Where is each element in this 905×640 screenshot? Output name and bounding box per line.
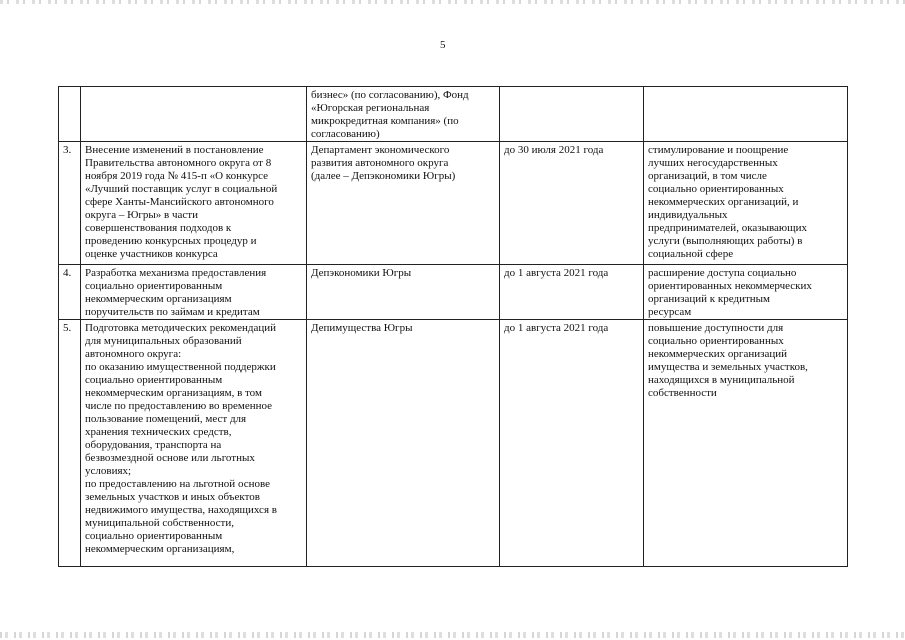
measure-name-cell: Подготовка методических рекомендаций для муниципальных образований автономного округа: по оказанию имущественной поддержки социально ориентированным некоммерческим организациям, в том числе по предоставлению во временное пользование помещений, мест для хранения технических средств, оборудования, транспорта на безвозмездной основе или льготных условиях; по предоставлению на льготной основе земельных участков и иных объектов недвижимого имущества, находящихся в муниципальной собственности, социально ориентированным некоммерческим организациям, xyxy=(81,320,307,567)
table-row xyxy=(59,320,848,567)
result-cell: повышение доступности для социально ориентированных некоммерческих организаций имущества и земельных участков, находящихся в муниципальной собственности xyxy=(644,320,848,567)
responsible-cell: Департамент экономического развития автономного округа (далее – Депэкономики Югры) xyxy=(307,142,500,265)
row-number-cell xyxy=(59,87,81,142)
result-cell: расширение доступа социально ориентированных некоммерческих организаций к кредитным ресурсам xyxy=(644,265,848,320)
deadline-cell xyxy=(500,87,644,142)
responsible-cell: Депимущества Югры xyxy=(307,320,500,567)
measures-table xyxy=(58,86,848,567)
measure-name-cell xyxy=(81,87,307,142)
result-cell: стимулирование и поощрение лучших негосударственных организаций, в том числе социально ориентированных некоммерческих организаций, и индивидуальных предпринимателей, оказывающих услуги (выполняющих работы) в социальной сфере xyxy=(644,142,848,265)
deadline-cell: до 1 августа 2021 года xyxy=(500,265,644,320)
row-number-cell: 5. xyxy=(59,320,81,567)
deadline-cell: до 1 августа 2021 года xyxy=(500,320,644,567)
deadline-cell: до 30 июля 2021 года xyxy=(500,142,644,265)
scan-edge-bottom xyxy=(0,632,905,638)
table-row xyxy=(59,87,848,142)
table-row xyxy=(59,142,848,265)
row-number-cell: 4. xyxy=(59,265,81,320)
measure-name-cell: Внесение изменений в постановление Правительства автономного округа от 8 ноября 2019 года № 415-п «О конкурсе «Лучший поставщик услуг в социальной сфере Ханты-Мансийского автономного округа – Югры» в части совершенствования подходов к проведению конкурсных процедур и оценке участников конкурса xyxy=(81,142,307,265)
result-cell xyxy=(644,87,848,142)
responsible-cell: Депэкономики Югры xyxy=(307,265,500,320)
measure-name-cell: Разработка механизма предоставления социально ориентированным некоммерческим организациям поручительств по займам и кредитам xyxy=(81,265,307,320)
page-number: 5 xyxy=(440,39,446,51)
responsible-cell: бизнес» (по согласованию), Фонд «Югорская региональная микрокредитная компания» (по согласованию) xyxy=(307,87,500,142)
table-row xyxy=(59,265,848,320)
row-number-cell: 3. xyxy=(59,142,81,265)
scan-edge-top xyxy=(0,0,905,4)
